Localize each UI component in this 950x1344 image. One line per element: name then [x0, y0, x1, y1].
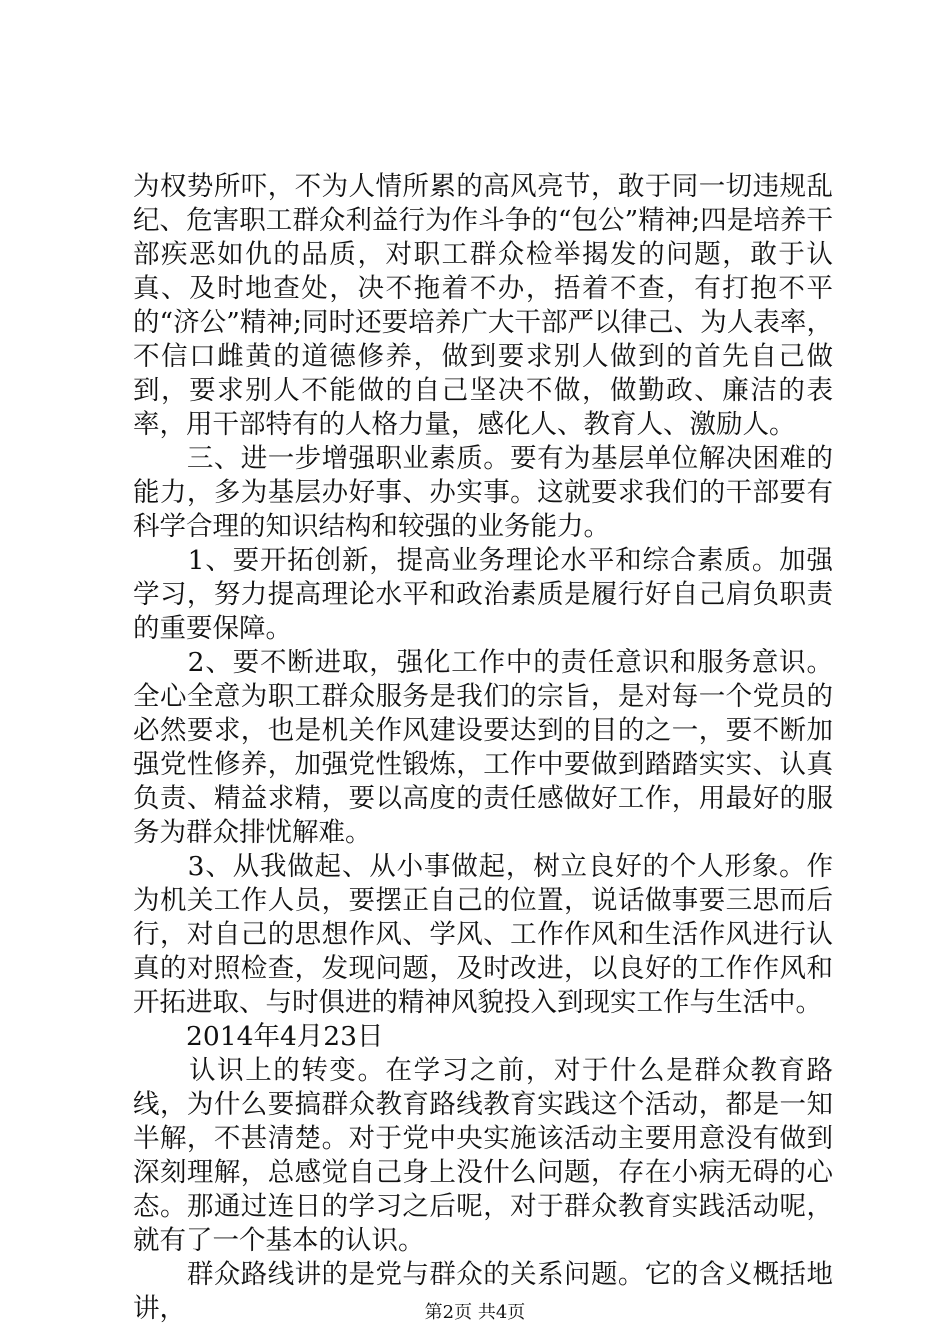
- document-body: [133, 170, 833, 1326]
- paragraph: 3、从我做起、从小事做起，树立良好的个人形象。作为机关工作人员，要摆正自己的位置，说话做事要三思而后行，对自己的思想作风、学风、工作作风和生活作风进行认真的对照检查，发现问题，及时改进，以良好的工作作风和开拓进取、与时俱进的精神风貌投入到现实工作与生活中。: [133, 851, 833, 1018]
- paragraph: 2、要不断进取，强化工作中的责任意识和服务意识。全心全意为职工群众服务是我们的宗旨，是对每一个党员的必然要求，也是机关作风建设要达到的目的之一，要不断加强党性修养，加强党性锻炼，工作中要做到踏踏实实、认真负责、精益求精，要以高度的责任感做好工作，用最好的服务为群众排忧解难。: [133, 647, 833, 848]
- paragraph: 1、要开拓创新，提高业务理论水平和综合素质。加强学习，努力提高理论水平和政治素质是履行好自己肩负职责的重要保障。: [133, 545, 833, 644]
- paragraph: 群众路线讲的是党与群众的关系问题。它的含义概括地讲，: [133, 1259, 833, 1324]
- paragraph: 认识上的转变。在学习之前，对于什么是群众教育路线，为什么要搞群众教育路线教育实践这个活动，都是一知半解，不甚清楚。对于党中央实施该活动主要用意没有做到深刻理解，总感觉自己身上没什么问题，存在小病无碍的心态。那通过连日的学习之后呢，对于群众教育实践活动呢，就有了一个基本的认识。: [133, 1055, 833, 1256]
- paragraph: 为权势所吓，不为人情所累的高风亮节，敢于同一切违规乱纪、危害职工群众利益行为作斗争的“包公”精神;四是培养干部疾恶如仇的品质，对职工群众检举揭发的问题，敢于认真、及时地查处，决不拖着不办，捂着不查，有打抱不平的“济公”精神;同时还要培养广大干部严以律己、为人表率，不信口雌黄的道德修养，做到要求别人做到的首先自己做到，要求别人不能做的自己坚决不做，做勤政、廉洁的表率，用干部特有的人格力量，感化人、教育人、激励人。: [133, 171, 833, 440]
- paragraph: 三、进一步增强职业素质。要有为基层单位解决困难的能力，多为基层办好事、办实事。这就要求我们的干部要有科学合理的知识结构和较强的业务能力。: [133, 443, 833, 542]
- date-line: 2014年4月23日: [133, 1021, 384, 1052]
- page-footer: 第2页 共4页: [424, 1302, 526, 1323]
